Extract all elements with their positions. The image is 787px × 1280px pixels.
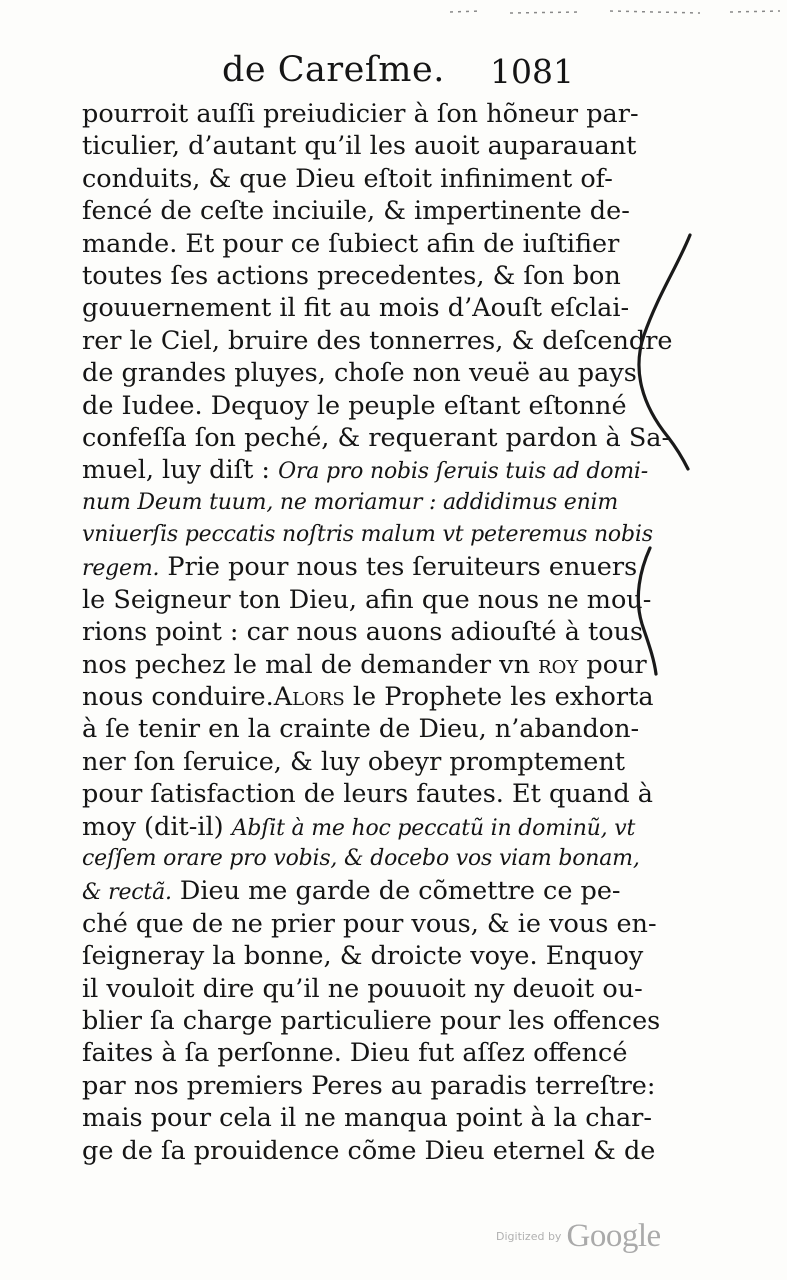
running-head-title: de Careſme. (222, 50, 445, 90)
text-line: ſeigneray la bonne, & droicte voye. Enquoy (82, 941, 644, 972)
text-segment: pour (586, 649, 647, 680)
body-text (82, 98, 673, 1167)
text-line-mixed (82, 649, 647, 681)
text-line: pourroit auſſi preiudicier à ſon hõneur par- (82, 99, 639, 129)
text-segment: nos pechez le mal de demander vn (82, 649, 530, 680)
running-head (222, 50, 582, 102)
text-segment: moy (dit-il) (82, 811, 224, 842)
latin-quote-line: num Deum tuum, ne moriamur : addidimus enim (82, 489, 619, 515)
text-line: ge de ſa prouidence cõme Dieu eternel & de (82, 1135, 656, 1166)
text-segment: Prie pour nous tes ſeruiteurs enuers (167, 552, 638, 583)
text-line-mixed (82, 551, 638, 583)
text-line: le Seigneur ton Dieu, afin que nous ne mou- (82, 584, 652, 615)
text-line: ticulier, d’autant qu’il les auoit auparauant (82, 131, 637, 162)
text-line: à ſe tenir en la crainte de Dieu, n’abandon- (82, 714, 640, 745)
latin-quote-segment: regem. (82, 556, 160, 582)
small-caps-segment: roy (538, 649, 579, 680)
margin-pen-stroke-lower (620, 540, 700, 680)
text-line: par nos premiers Peres au paradis terreſtre: (82, 1070, 656, 1101)
text-line-mixed (82, 875, 621, 907)
text-line: de Iudee. Dequoy le peuple eſtant eſtonné (82, 390, 627, 421)
text-segment: le Prophete les exhorta (352, 682, 654, 713)
text-line-mixed (82, 681, 654, 713)
latin-quote-line: ceſſem orare pro vobis, & docebo vos viam bonam, (82, 845, 640, 871)
latin-quote-segment: Abſit à me hoc peccatũ in dominũ, vt (231, 815, 636, 841)
text-line-mixed (82, 811, 636, 843)
text-line: gouuernement il fit au mois d’Aouſt eſclai- (82, 293, 630, 324)
page-top-edge-marks (440, 6, 787, 22)
google-logo: Google (566, 1218, 661, 1254)
latin-quote-line: vniuerſis peccatis noſtris malum vt peteremus nobis (82, 522, 653, 548)
text-segment: Dieu me garde de cõmettre ce pe- (179, 876, 621, 907)
text-line: toutes ſes actions precedentes, & ſon bon (82, 260, 621, 291)
text-line: il vouloit dire qu’il ne pouuoit ny deuoit ou- (82, 973, 643, 1004)
text-line: ner ſon ſeruice, & luy obeyr promptement (82, 746, 626, 777)
small-caps-segment: Alors (273, 682, 345, 713)
digitized-watermark (496, 1218, 661, 1255)
text-segment: nous conduire. (82, 682, 274, 713)
latin-quote-segment: & rectã. (82, 880, 172, 906)
text-line: pour ſatisfaction de leurs fautes. Et quand à (82, 779, 653, 810)
text-segment: muel, luy diſt : (82, 455, 271, 486)
margin-pen-stroke-upper (618, 225, 708, 475)
text-line: de grandes pluyes, choſe non veuë au pays (82, 358, 637, 389)
text-line: mais pour cela il ne manqua point à la char- (82, 1103, 652, 1134)
text-line: blier ſa charge particuliere pour les offences (82, 1005, 661, 1036)
digitized-by-label: Digitized by (496, 1230, 562, 1243)
text-line: fencé de ceſte inciuile, & impertinente de- (82, 196, 630, 227)
text-line: mande. Et pour ce ſubiect afin de iuſtifier (82, 228, 620, 259)
text-line: conduits, & que Dieu eſtoit infiniment of- (82, 163, 613, 194)
text-line: ché que de ne prier pour vous, & ie vous en- (82, 908, 657, 939)
latin-quote-segment: Ora pro nobis ſeruis tuis ad domi- (278, 459, 648, 485)
text-line: confeſſa ſon peché, & requerant pardon à Sa- (82, 422, 671, 453)
text-line: rer le Ciel, bruire des tonnerres, & deſcendre (82, 325, 673, 356)
page-number: 1081 (490, 52, 574, 91)
text-line-mixed (82, 454, 648, 486)
text-line: faites à ſa perſonne. Dieu fut aſſez offencé (82, 1038, 628, 1069)
text-line: rions point : car nous auons adiouſté à tous (82, 617, 644, 648)
